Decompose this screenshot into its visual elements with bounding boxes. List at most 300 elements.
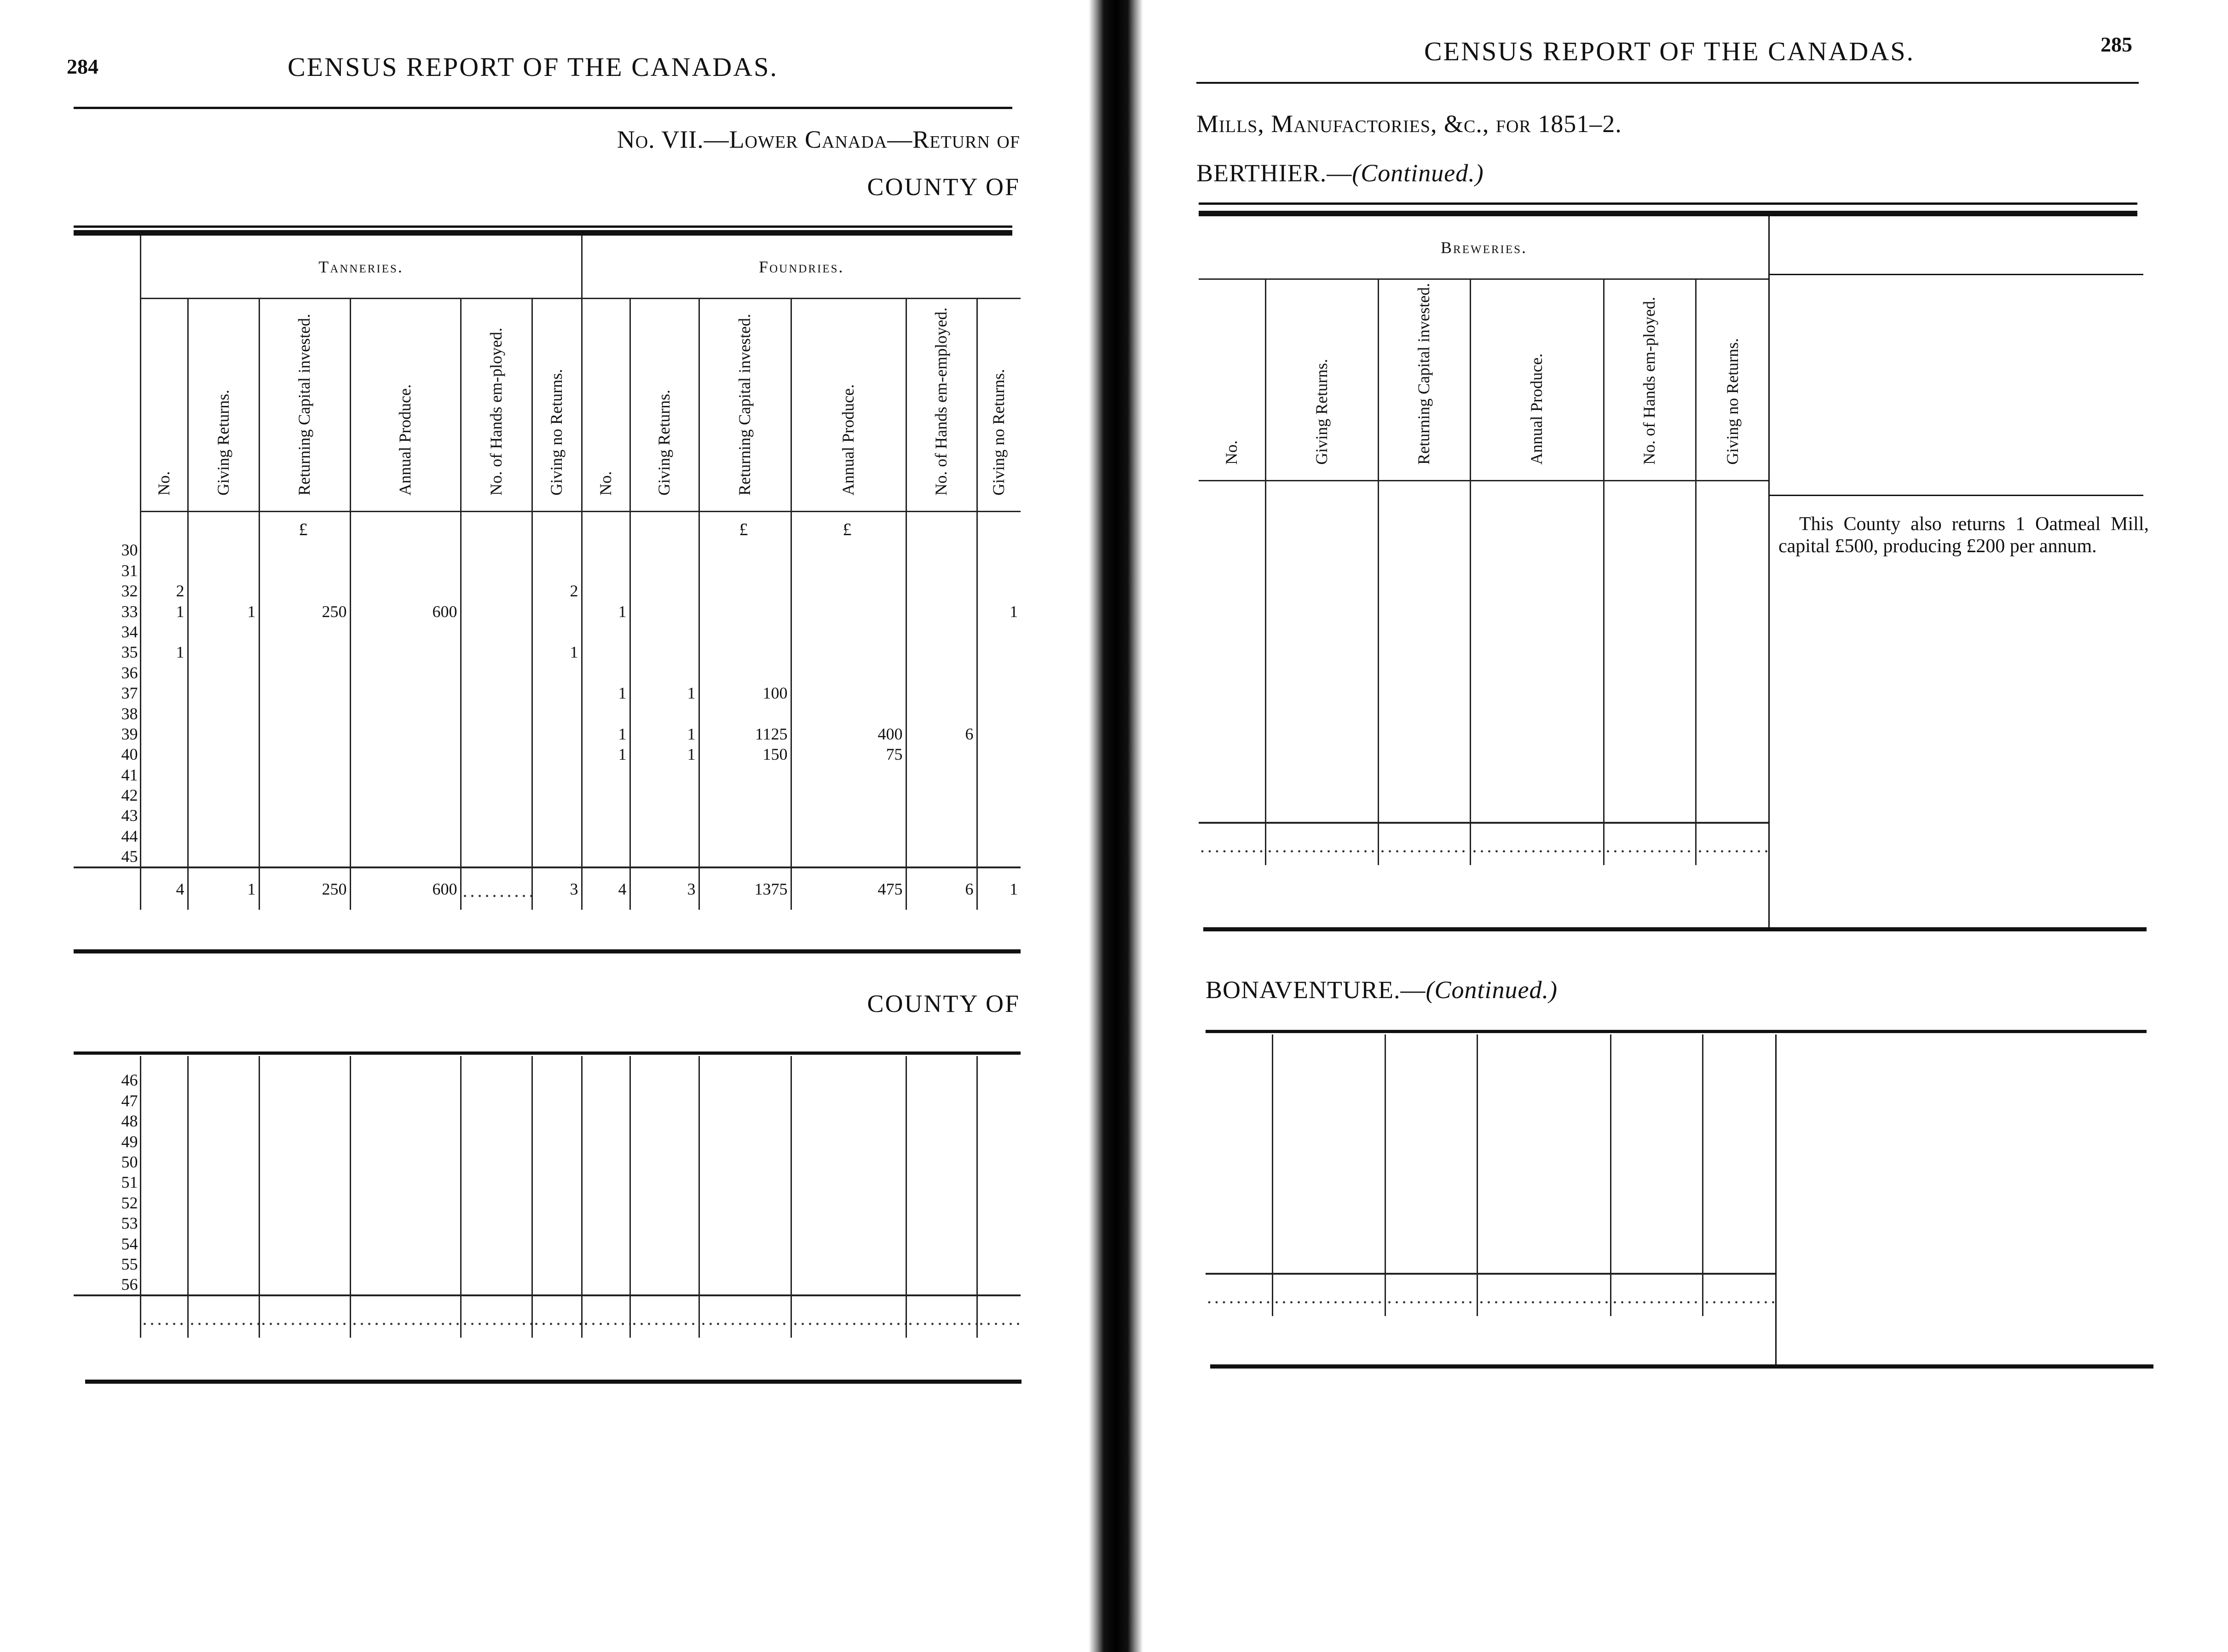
table-cell [140, 1090, 188, 1110]
table-cell [582, 1070, 630, 1090]
table-cell [259, 1213, 350, 1233]
table-cell [699, 1213, 791, 1233]
table-cell: 1 [140, 601, 188, 621]
table-cell [259, 846, 350, 867]
table-cell [699, 601, 791, 621]
spacer-cell [906, 1056, 977, 1070]
right-head-rule [1196, 82, 2139, 84]
table-cell [140, 724, 188, 744]
table-cell: 1 [630, 683, 699, 703]
table-cell [1206, 1150, 1272, 1171]
note-header-rule-1 [1768, 274, 2143, 275]
table-row [74, 662, 1021, 682]
table-cell [188, 1090, 259, 1110]
table-cell [140, 1131, 188, 1151]
table-cell [1206, 1130, 1272, 1150]
table-cell [140, 1192, 188, 1213]
table-row [74, 724, 1021, 744]
table-row [74, 1233, 1021, 1253]
table-cell [906, 560, 977, 580]
table-cell [582, 622, 630, 642]
table-cell [582, 1192, 630, 1213]
table-cell [532, 785, 582, 805]
col-header-breweries-no: No. [1199, 279, 1265, 481]
table-row [1199, 515, 1769, 536]
table-cell [188, 1213, 259, 1233]
table-cell [630, 1233, 699, 1253]
table-cell [1265, 597, 1378, 618]
spacer-cell [1604, 481, 1696, 496]
unit-cell [977, 512, 1021, 540]
table-cell [1199, 761, 1265, 781]
right-table2-top-rule [1206, 1030, 2147, 1033]
table-row [1199, 536, 1769, 556]
table-cell [188, 744, 259, 764]
table-row [74, 560, 1021, 580]
spacer-cell [140, 1056, 188, 1070]
table-cell [1703, 1130, 1776, 1150]
table-cell [532, 560, 582, 580]
table-cell [140, 662, 188, 682]
total-cell [977, 1295, 1021, 1338]
table-cell [582, 826, 630, 846]
table-cell [1703, 1089, 1776, 1109]
left-table-2 [74, 1056, 1021, 1338]
table-cell [977, 1070, 1021, 1090]
table-cell [630, 581, 699, 601]
table-cell [699, 1090, 791, 1110]
table-cell [461, 581, 532, 601]
table-cell [791, 764, 906, 785]
table-cell [350, 1172, 461, 1192]
table-cell [1378, 515, 1470, 536]
table-row [74, 683, 1021, 703]
spacer-cell [1477, 1034, 1610, 1048]
table-cell [1604, 720, 1696, 740]
row-label: 32 [74, 581, 140, 601]
table-cell [1378, 781, 1470, 801]
row-label: 56 [74, 1274, 140, 1295]
table-cell [582, 846, 630, 867]
table-cell [1477, 1212, 1610, 1232]
table-cell [630, 642, 699, 662]
table-cell [1265, 638, 1378, 658]
table-cell [350, 1233, 461, 1253]
total-cell: 4 [140, 867, 188, 910]
table-cell: 400 [791, 724, 906, 744]
total-cell [461, 1295, 532, 1338]
table-cell [1696, 781, 1769, 801]
table2-bottom-rule [85, 1380, 1022, 1384]
table-cell [350, 1090, 461, 1110]
table-cell [259, 826, 350, 846]
total-cell [1378, 823, 1470, 865]
table-cell [699, 662, 791, 682]
spacer-cell [1206, 1034, 1272, 1048]
table-cell [461, 826, 532, 846]
table-cell [532, 622, 582, 642]
table-cell [1265, 740, 1378, 761]
table-cell [1199, 638, 1265, 658]
table-cell [630, 826, 699, 846]
table-cell [977, 581, 1021, 601]
table-cell [1470, 597, 1604, 618]
table-cell [1610, 1089, 1703, 1109]
table-row [74, 1152, 1021, 1172]
table-cell [791, 1172, 906, 1192]
table-cell [1206, 1232, 1272, 1253]
table-cell [1470, 658, 1604, 679]
table-cell [1604, 740, 1696, 761]
table-cell [1477, 1232, 1610, 1253]
table-cell [1206, 1171, 1272, 1191]
table-cell [1604, 556, 1696, 577]
table-row [74, 1172, 1021, 1192]
table-cell [259, 540, 350, 560]
table-cell [1604, 761, 1696, 781]
table-cell [791, 1233, 906, 1253]
table-cell: 1 [188, 601, 259, 621]
right-page-number: 285 [2101, 33, 2132, 56]
table-cell [791, 1192, 906, 1213]
table-cell [1703, 1212, 1776, 1232]
table-cell [188, 1131, 259, 1151]
table-cell [259, 581, 350, 601]
table-cell [140, 1152, 188, 1172]
table-top-rule-thick [74, 230, 1012, 236]
table-cell [791, 683, 906, 703]
table-cell [630, 540, 699, 560]
table-cell [188, 683, 259, 703]
table-cell [906, 846, 977, 867]
table-cell [977, 846, 1021, 867]
note-header-rule-2 [1768, 495, 2143, 496]
table-cell [461, 662, 532, 682]
table-cell [1206, 1212, 1272, 1232]
table-row [1199, 720, 1769, 740]
unit-cell [140, 512, 188, 540]
table-cell [582, 642, 630, 662]
table-cell [630, 764, 699, 785]
table-row [74, 785, 1021, 805]
table-cell [532, 703, 582, 723]
table-cell [906, 1090, 977, 1110]
table-cell: 1 [582, 724, 630, 744]
col-header-tanneries-no: No. [140, 299, 188, 512]
unit-cell [532, 512, 582, 540]
table-cell [1199, 495, 1265, 515]
table-cell [188, 1192, 259, 1213]
table-row [1206, 1130, 1776, 1150]
table-cell [140, 826, 188, 846]
table-cell [1477, 1191, 1610, 1212]
table-cell [1696, 577, 1769, 597]
table-cell [259, 1233, 350, 1253]
table-cell [461, 744, 532, 764]
table-cell: 75 [791, 744, 906, 764]
table-cell [582, 581, 630, 601]
table-cell [350, 1111, 461, 1131]
table-cell [906, 1254, 977, 1274]
table-cell [461, 785, 532, 805]
table-row [74, 1070, 1021, 1090]
table-cell [1385, 1171, 1477, 1191]
table-cell [977, 662, 1021, 682]
note-column-rule [1768, 216, 1770, 927]
spacer-cell [461, 1056, 532, 1070]
table-cell [582, 560, 630, 580]
table-cell [582, 785, 630, 805]
row-label: 53 [74, 1213, 140, 1233]
table-cell [1265, 536, 1378, 556]
totals-row [1206, 1274, 1776, 1316]
table-cell [791, 703, 906, 723]
table-cell [906, 1111, 977, 1131]
table-cell [1199, 802, 1265, 823]
table-cell [532, 1192, 582, 1213]
table-cell [630, 560, 699, 580]
table-cell [1610, 1150, 1703, 1171]
col-header-tanneries-returning-capital-invested: Returning Capital invested. [259, 299, 350, 512]
table-cell [1378, 720, 1470, 740]
table-cell [188, 785, 259, 805]
unit-cell: £ [259, 512, 350, 540]
table-cell [1604, 618, 1696, 638]
spacer-cell [1703, 1034, 1776, 1048]
county-berthier: BERTHIER.—(Continued.) [1196, 159, 1484, 187]
table-cell [1696, 658, 1769, 679]
table-cell [582, 1090, 630, 1110]
table-cell [630, 805, 699, 826]
table-cell [699, 1192, 791, 1213]
table-cell [906, 1172, 977, 1192]
table-cell [188, 1254, 259, 1274]
table-cell [1610, 1109, 1703, 1130]
table-row [1199, 740, 1769, 761]
table-cell [1604, 577, 1696, 597]
row-label-header [74, 236, 140, 512]
total-cell [350, 1295, 461, 1338]
table-cell [1378, 495, 1470, 515]
row-label: 55 [74, 1254, 140, 1274]
table-cell [461, 1233, 532, 1253]
table-cell [1604, 515, 1696, 536]
table-cell [461, 724, 532, 744]
table-cell [630, 1090, 699, 1110]
spacer-cell [1199, 481, 1265, 496]
table-cell [461, 1274, 532, 1295]
table-cell: 2 [140, 581, 188, 601]
unit-label-cell [74, 512, 140, 540]
col-header-breweries-giving-no-returns: Giving no Returns. [1696, 279, 1769, 481]
table-cell [1265, 781, 1378, 801]
table-cell [1696, 679, 1769, 699]
spacer-row [74, 1056, 1021, 1070]
table-cell [1199, 536, 1265, 556]
table-cell [140, 683, 188, 703]
table-cell [1199, 618, 1265, 638]
table-cell [699, 764, 791, 785]
table-cell: 1 [140, 642, 188, 662]
table-cell [140, 1233, 188, 1253]
table-cell [1378, 761, 1470, 781]
table-cell [188, 703, 259, 723]
table-cell [1604, 679, 1696, 699]
table-cell [1604, 699, 1696, 720]
table-cell [461, 1213, 532, 1233]
table-cell [350, 560, 461, 580]
table-cell [1470, 515, 1604, 536]
left-title-line: No. VII.—Lower Canada—Return of [617, 126, 1020, 153]
table-cell [259, 703, 350, 723]
table-cell [461, 622, 532, 642]
table-cell [1378, 679, 1470, 699]
table-cell [1199, 699, 1265, 720]
breweries-table [1199, 216, 1769, 865]
table-cell [791, 622, 906, 642]
total-cell [1199, 823, 1265, 865]
col-header-foundries-returning-capital-invested: Returning Capital invested. [699, 299, 791, 512]
table-cell [630, 601, 699, 621]
table-cell [1696, 495, 1769, 515]
county-label-2: COUNTY OF [867, 990, 1020, 1017]
table-cell [630, 1111, 699, 1131]
table-cell [977, 744, 1021, 764]
table-cell [791, 540, 906, 560]
col-header-breweries-annual-produce: Annual Produce. [1470, 279, 1604, 481]
table-row [1206, 1109, 1776, 1130]
row-label: 49 [74, 1131, 140, 1151]
row-label: 41 [74, 764, 140, 785]
table-cell: 1 [1010, 602, 1018, 621]
table-cell [140, 1111, 188, 1131]
table-cell [906, 642, 977, 662]
spacer-cell [1385, 1034, 1477, 1048]
county-label-1: COUNTY OF [867, 173, 1020, 201]
table-cell [532, 1254, 582, 1274]
table-bottom-rule [74, 949, 1021, 953]
total-cell [630, 1295, 699, 1338]
table-row [74, 1192, 1021, 1213]
table-cell [1272, 1089, 1385, 1109]
spacer-cell [1265, 481, 1378, 496]
table-cell [1206, 1089, 1272, 1109]
table-cell [1199, 597, 1265, 618]
table-cell [350, 805, 461, 826]
table-cell [1206, 1069, 1272, 1089]
table-cell [188, 805, 259, 826]
table-cell [461, 1090, 532, 1110]
table-cell [791, 785, 906, 805]
table-row [1199, 802, 1769, 823]
table-cell [1610, 1253, 1703, 1274]
table-row [74, 622, 1021, 642]
table-cell [791, 1213, 906, 1233]
row-label: 37 [74, 683, 140, 703]
table-cell [188, 764, 259, 785]
table-cell [532, 662, 582, 682]
table-cell [350, 1274, 461, 1295]
table-cell [259, 785, 350, 805]
total-cell [1610, 1274, 1703, 1316]
row-label: 50 [74, 1152, 140, 1172]
table-cell [532, 1213, 582, 1233]
table-cell [461, 540, 532, 560]
table-cell [1206, 1253, 1272, 1274]
table-cell [1199, 720, 1265, 740]
table-cell [582, 540, 630, 560]
table-cell [1610, 1191, 1703, 1212]
table-cell [1199, 740, 1265, 761]
table-row [1206, 1212, 1776, 1232]
table-cell [259, 1172, 350, 1192]
spacer-cell [532, 1056, 582, 1070]
table-row [74, 642, 1021, 662]
table-cell [906, 805, 977, 826]
table-cell [140, 785, 188, 805]
table-cell [350, 1192, 461, 1213]
table-cell [188, 1274, 259, 1295]
table-cell [977, 1213, 1021, 1233]
spacer-cell [188, 1056, 259, 1070]
table-cell [1477, 1109, 1610, 1130]
table-cell [140, 1213, 188, 1233]
table-cell [1385, 1191, 1477, 1212]
table-cell [1696, 720, 1769, 740]
table-cell [1604, 781, 1696, 801]
group-header-tanneries: Tanneries. [140, 236, 582, 299]
table-row [1199, 761, 1769, 781]
table-cell [1378, 577, 1470, 597]
table-cell [1199, 679, 1265, 699]
table-row [74, 1213, 1021, 1233]
group-header-foundries: Foundries. [582, 236, 1021, 299]
table-cell [1265, 679, 1378, 699]
total-cell: 250 [259, 867, 350, 910]
table-cell [582, 1131, 630, 1151]
spacer-cell [699, 1056, 791, 1070]
total-cell [532, 1295, 582, 1338]
table-cell [906, 826, 977, 846]
table-row [1206, 1069, 1776, 1089]
table-cell [461, 703, 532, 723]
table-cell: 150 [699, 744, 791, 764]
table-cell [1470, 556, 1604, 577]
row-label: 48 [74, 1111, 140, 1131]
table-cell [259, 683, 350, 703]
table-cell [1199, 577, 1265, 597]
table-cell [188, 560, 259, 580]
table-row [1199, 618, 1769, 638]
spacer-cell [977, 1056, 1021, 1070]
table-cell [699, 1111, 791, 1131]
table-cell [977, 1131, 1021, 1151]
table-cell [699, 1152, 791, 1172]
table-row [74, 1111, 1021, 1131]
table-cell: 1 [582, 683, 630, 703]
table-cell [259, 1274, 350, 1295]
left-page-number: 284 [67, 55, 98, 78]
table-cell [1378, 638, 1470, 658]
table-cell [259, 1070, 350, 1090]
table-cell [630, 662, 699, 682]
table-cell [140, 560, 188, 580]
table-cell [906, 622, 977, 642]
total-cell: 3 [532, 867, 582, 910]
total-cell [791, 1295, 906, 1338]
table-cell [259, 1111, 350, 1131]
table-cell [461, 805, 532, 826]
